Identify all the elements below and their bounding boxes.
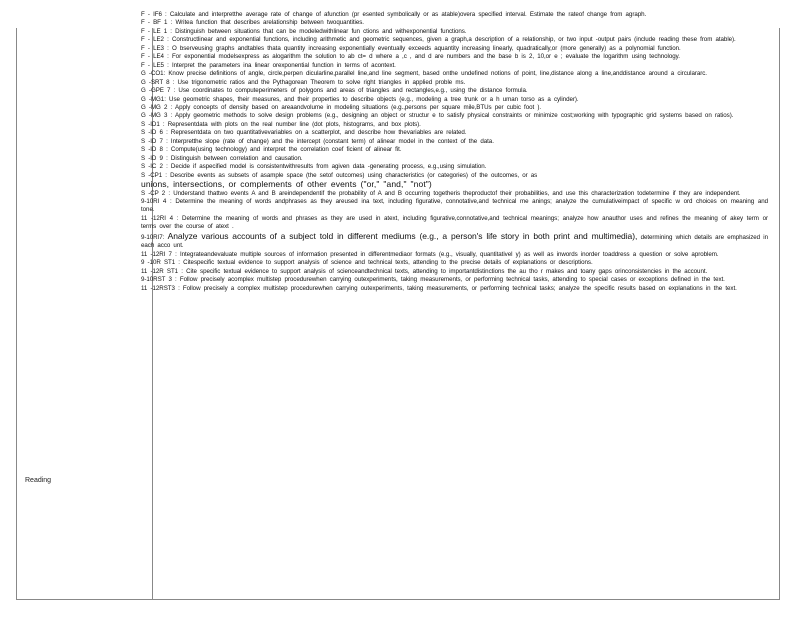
standard-item: S -ID 8 : Compute(using technology) and interpret the correlation coef ficient of alinear fit. [141,146,402,154]
standard-item: 9 -10R ST1 : Citespecific textual evidence to support analysis of science and technical texts, attending to the precise details of explanations or descriptions. [141,259,593,267]
standard-item: S -CP1 : Describe events as subsets of asample space (the setof outcomes) using characteristics (or categories) of the outcomes, or as [141,171,538,179]
standard-item-continuation: unions, intersections, or complements of other events ("or," "and," "not") [141,179,432,190]
standard-item: F - LE4 : For exponential modelsexpress as alogarithm the solution to ab ct= d where a ,c , and d are numbers and the base b is 2, 10,or e ; evaluate the logarithm using technology. [141,53,680,61]
standard-item: 11 -12R ST1 : Cite specific textual evidence to support analysis of scienceandtechnical texts, attending to importantdistinctions the au tho r makes and toany gaps orinconsistencies in the account. [141,267,708,275]
standard-item: F - LE2 : Constructlinear and exponential functions, including arithmetic and geometric sequences, given a graph,a description of a relationship, or two input -output pairs (include reading these from atable). [141,36,736,44]
standard-item: F - IF6 : Calculate and interpretthe average rate of change of afunction (pr esented symbolically or as atable)overa specified interval. Estimate the rateof change from agraph. [141,11,647,18]
standard-item: S -ID1 : Representdata with plots on the real number line (dot plots, histograms, and box plots). [141,120,421,128]
standard-tail: determining which details are emphasized in each acco unt. [141,233,769,250]
standard-item: G -SRT 8 : Use trigonometric ratios and the Pythagorean Theorem to solve right triangles in applied proble ms. [141,78,466,86]
standard-item: F - LE3 : O bserveusing graphs andtables thata quantity increasing exponentially eventually exceeds aquantity increasing linearly, quadratically,or (more generally) as a polynomial function. [141,44,681,52]
standard-item: 11 -12RI 7 : Integrateandevaluate multiple sources of information presented in differentmediaor formats (e.g., visually, quantitativel y) as well as inwords inorder toaddress a question or solve aproblem. [141,250,719,258]
standard-item: 11 -12RST3 : Follow precisely a complex multistep procedurewhen carrying outexperiments, taking measurements, or performing technical tasks; analyze the specific results based on explanations in the text. [141,284,737,292]
standard-item: S -IC 2 : Decide if aspecified model is consistentwithresults from agiven data -generating process, e.g.,using simulation. [141,163,487,171]
standard-item: S -CP 2 : Understand thattwo events A and B areindependentif the probability of A and B occurring togetheris theproductof their probabilities, and use this characterization todetermine if they are independent. [141,189,741,197]
standard-item: S -ID 6 : Representdata on two quantitativevariables on a scatterplot, and describe how thevariables are related. [141,129,467,137]
subject-column [17,28,152,600]
standard-item: G -MG 2 : Apply concepts of density based on areaandvolume in modeling situations (e.g.,persons per square mile,BTUs per cubic foot ). [141,103,542,111]
standard-item: G -MG1: Use geometric shapes, their measures, and their properties to describe objects (e.g., modeling a tree trunk or a h uman torso as a cylinder). [141,95,579,103]
standard-item-mixed [141,232,768,251]
standard-emphasis: Analyze various accounts of a subject told in different mediums (e.g., a person's life story in both print and multimedia), [167,230,638,241]
standard-code: 9-10RI7: [141,233,165,241]
standard-item: G -MG 3 : Apply geometric methods to solve design problems (e.g., designing an object or structur e to satisfy physical constraints or minimize cost;working with typographic grid systems based on ratios). [141,112,734,120]
standard-item: S -ID 7 : Interpretthe slope (rate of change) and the intercept (constant term) of alinear model in the context of the data. [141,137,494,145]
standard-item: 11 -12RI 4 : Determine the meaning of words and phrases as they are used in atext, including figurative,connotative,and technical meanings; analyze how anauthor uses and refines the meaning of akey term or terms over the course of atext . [141,214,768,231]
standards-list [141,11,768,293]
subject-label: Reading [25,477,52,484]
standard-item: G -GPE 7 : Use coordinates to computeperimeters of polygons and areas of triangles and rectangles,e.g., using the distance formula. [141,87,528,95]
standard-item: G -CO1: Know precise definitions of angle, circle,perpen dicularline,parallel line,and line segment, based onthe undefined notions of point, line,distance along a line,anddistance around a circulararc. [141,70,707,78]
standard-item: F - BF 1 : Writea function that describes arelationship between twoquantities. [141,19,364,27]
standard-item: S -ID 9 : Distinguish between correlation and causation. [141,154,303,162]
standard-item: 9-10RI 4 : Determine the meaning of words andphrases as they areused ina text, including figurative, connotative,and technical me anings; analyze the cumulativeimpact of specific w ord choices on meaning and tone. [141,198,768,214]
standard-item: 9-10RST 3 : Follow precisely acomplex multistep procedurewhen carrying outexperiments, taking measurements, or performing technical tasks, attending to special cases or exceptions defined in the text. [141,276,725,284]
standard-item: F - LE5 : Interpret the parameters ina linear orexponential function in terms of acontext. [141,61,396,69]
table-bottom-rule [17,599,779,600]
standard-item: F - LE 1 : Distinguish between situations that can be modeledwithlinear fun ctions and withexponential functions. [141,27,467,35]
